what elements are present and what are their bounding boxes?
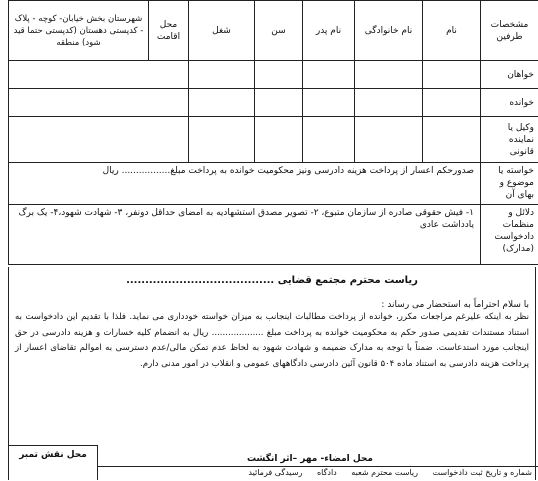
representative-row	[9, 117, 538, 163]
respondent-job-cell[interactable]	[189, 89, 255, 117]
representative-name-cell[interactable]	[423, 117, 481, 163]
footer-registration: شماره و تاریخ ثبت دادخواست	[427, 467, 538, 478]
header-age: سن	[255, 1, 303, 61]
petitioner-row	[9, 61, 538, 89]
representative-label: وکیل یا نماینده قانونی	[481, 117, 538, 163]
representative-family-cell[interactable]	[355, 117, 423, 163]
header-name: نام	[423, 1, 481, 61]
petitioner-family-cell[interactable]	[355, 61, 423, 89]
header-job: شغل	[189, 1, 255, 61]
footer-branch: ریاست محترم شعبه	[345, 467, 424, 478]
request-label: خواسته یا موضوع و بهای آن	[481, 163, 538, 205]
representative-father-cell[interactable]	[303, 117, 355, 163]
evidence-label: دلائل و منظمات دادخواست (مدارک)	[481, 205, 538, 265]
petitioner-label: خواهان	[481, 61, 538, 89]
header-party: مشخصات طرفین	[481, 1, 538, 61]
header-family: نام خانوادگی	[355, 1, 423, 61]
stamp-area	[8, 445, 98, 480]
signature-area	[190, 454, 430, 464]
registration-footer	[98, 466, 538, 481]
evidence-text: ۱- فیش حقوقی صادره از سازمان متبوع، ۲- تصویر مصدق استشهادیه به امضای حداقل دونفر، ۳- شهادت شهود،۴- یک برگ یادداشت عادی	[9, 205, 481, 265]
petitioner-job-cell[interactable]	[189, 61, 255, 89]
footer-proceed: رسیدگی فرمائید	[242, 467, 308, 478]
respondent-father-cell[interactable]	[303, 89, 355, 117]
request-row	[9, 163, 538, 205]
petitioner-father-cell[interactable]	[303, 61, 355, 89]
request-text: صدورحکم اعسار از پرداخت هزینه دادرسی ونیز محکومیت خوانده به پرداخت مبلغ................. ریال	[9, 163, 481, 205]
respondent-residence-cell[interactable]	[9, 89, 189, 117]
footer-court: دادگاه	[311, 467, 343, 478]
petitioner-age-cell[interactable]	[255, 61, 303, 89]
petitioner-name-cell[interactable]	[423, 61, 481, 89]
respondent-label: خوانده	[481, 89, 538, 117]
respondent-family-cell[interactable]	[355, 89, 423, 117]
header-row	[9, 1, 538, 61]
petition-paragraph: نظر به اینکه علیرغم مراجعات مکرر، خوانده از پرداخت مطالبات اینجانب به میزان خواسته خودداری می نماید. فلذا با تقدیم این دادخواست به استناد مستندات تقدیمی صدور حکم به محکومیت خوانده به پرداخت مبلغ ................... ریال به انضمام کلیه خسارات و هزینه دادرسی در حق اینجانب مورد استدعاست. ضمناً با توجه به مدارک ضمیمه و شهادت شهود به لحاظ عدم تمکن مالی/عدم دسترسی به اموالم تقاضای اعسار از پرداخت هزینه دادرسی به استناد ماده ۵۰۴ قانون آئین دادرسی دادگاههای عمومی و انقلاب در امور مدنی دارم.	[15, 310, 529, 372]
header-residence-detail: شهرستان بخش خیابان- کوچه - پلاک - کدپستی دهستان (کدپستی حتما قید شود) منطقه	[9, 1, 149, 61]
salutation: با سلام احتراماً به استحضار می رساند :	[15, 300, 529, 310]
stamp-label: محل نقش تمبر	[19, 450, 87, 460]
parties-table	[8, 0, 538, 265]
header-residence-label: محل اقامت	[149, 1, 189, 61]
respondent-name-cell[interactable]	[423, 89, 481, 117]
representative-residence-cell[interactable]	[9, 117, 189, 163]
respondent-age-cell[interactable]	[255, 89, 303, 117]
evidence-row	[9, 205, 538, 265]
representative-job-cell[interactable]	[189, 117, 255, 163]
signature-label: محل امضاء- مهر –اثر انگشت	[247, 454, 373, 464]
representative-age-cell[interactable]	[255, 117, 303, 163]
header-father: نام پدر	[303, 1, 355, 61]
petitioner-residence-cell[interactable]	[9, 61, 189, 89]
court-title: ریاست محترم مجتمع قضایی .......................................	[9, 275, 535, 286]
respondent-row	[9, 89, 538, 117]
